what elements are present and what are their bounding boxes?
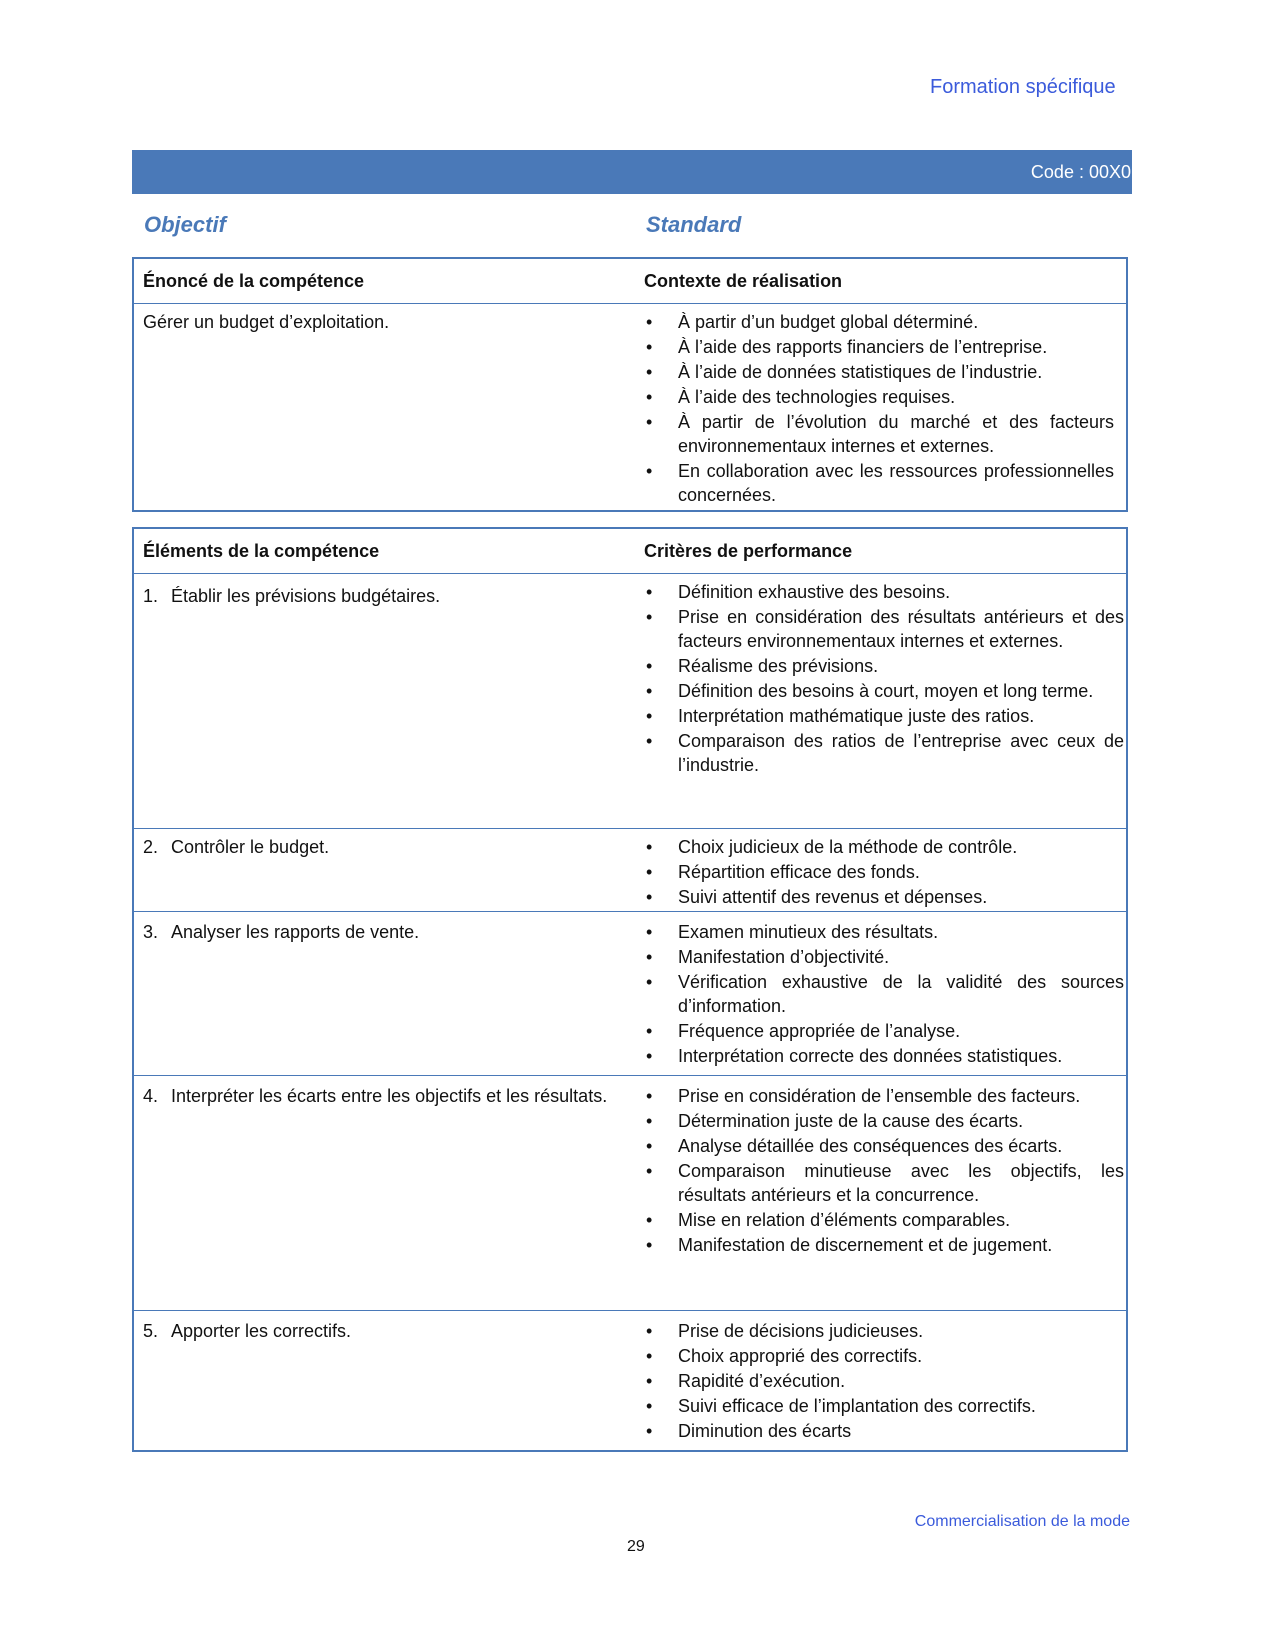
list-item: • Fréquence appropriée de l’analyse. xyxy=(644,1019,1124,1043)
element-cell xyxy=(143,1319,613,1343)
list-item: • Comparaison minutieuse avec les objectifs, les résultats antérieurs et la concurrence. xyxy=(644,1159,1124,1207)
list-item: • Prise en considération des résultats antérieurs et des facteurs environnementaux internes et externes. xyxy=(644,605,1124,653)
elements-header: Éléments de la compétence xyxy=(143,541,380,561)
list-item: • À l’aide de données statistiques de l’industrie. xyxy=(644,360,1114,384)
element-number: 5. xyxy=(143,1321,159,1341)
list-item: • En collaboration avec les ressources professionnelles concernées. xyxy=(644,459,1114,507)
enonce-text: Gérer un budget d’exploitation. xyxy=(143,312,390,332)
enonce-header: Énoncé de la compétence xyxy=(143,271,365,291)
page-number: 29 xyxy=(627,1538,645,1555)
element-number: 2. xyxy=(143,837,159,857)
list-item: • Prise en considération de l’ensemble des facteurs. xyxy=(644,1084,1124,1108)
section-label: Formation spécifique xyxy=(930,76,1116,98)
element-text: Interpréter les écarts entre les objectifs et les résultats. xyxy=(171,1086,608,1106)
list-item: • Interprétation correcte des données statistiques. xyxy=(644,1044,1124,1068)
element-text: Analyser les rapports de vente. xyxy=(171,922,420,942)
list-item: • Analyse détaillée des conséquences des écarts. xyxy=(644,1134,1124,1158)
table-row xyxy=(134,1075,1126,1310)
table-row xyxy=(134,828,1126,911)
list-item: • Détermination juste de la cause des écarts. xyxy=(644,1109,1124,1133)
criteres-list xyxy=(644,920,1124,1068)
criteres-list xyxy=(644,1084,1124,1257)
list-item: • Examen minutieux des résultats. xyxy=(644,920,1124,944)
list-item: • Diminution des écarts xyxy=(644,1419,1124,1443)
standard-heading: Standard xyxy=(646,212,742,237)
footer-program: Commercialisation de la mode xyxy=(914,1513,1130,1530)
objectif-heading: Objectif xyxy=(144,212,226,237)
element-cell xyxy=(143,920,613,944)
criteres-list xyxy=(644,580,1124,777)
element-number: 4. xyxy=(143,1086,159,1106)
list-item: • Interprétation mathématique juste des ratios. xyxy=(644,704,1124,728)
list-item: • Prise de décisions judicieuses. xyxy=(644,1319,1124,1343)
list-item: • Définition des besoins à court, moyen et long terme. xyxy=(644,679,1124,703)
element-cell xyxy=(143,584,613,608)
list-item: • À l’aide des rapports financiers de l’entreprise. xyxy=(644,335,1114,359)
element-text: Contrôler le budget. xyxy=(171,837,330,857)
list-item: • Vérification exhaustive de la validité des sources d’information. xyxy=(644,970,1124,1018)
program-code: Code : 00X0 xyxy=(1030,162,1131,182)
competence-table-header xyxy=(134,259,1126,303)
list-item: • Choix approprié des correctifs. xyxy=(644,1344,1124,1368)
element-number: 1. xyxy=(143,586,159,606)
contexte-header: Contexte de réalisation xyxy=(644,271,843,291)
list-item: • Manifestation d’objectivité. xyxy=(644,945,1124,969)
list-item: • Suivi efficace de l’implantation des correctifs. xyxy=(644,1394,1124,1418)
list-item: • Réalisme des prévisions. xyxy=(644,654,1124,678)
list-item: • Comparaison des ratios de l’entreprise avec ceux de l’industrie. xyxy=(644,729,1124,777)
contexte-list xyxy=(644,310,1114,507)
list-item: • À partir de l’évolution du marché et des facteurs environnementaux internes et externes. xyxy=(644,410,1114,458)
element-text: Apporter les correctifs. xyxy=(171,1321,352,1341)
header-bar xyxy=(132,150,1132,194)
element-text: Établir les prévisions budgétaires. xyxy=(171,586,441,606)
list-item: • Suivi attentif des revenus et dépenses. xyxy=(644,885,1124,909)
element-cell xyxy=(143,835,613,859)
criteres-header: Critères de performance xyxy=(644,541,853,561)
list-item: • À partir d’un budget global déterminé. xyxy=(644,310,1114,334)
criteres-list xyxy=(644,835,1124,909)
element-number: 3. xyxy=(143,922,159,942)
list-item: • Manifestation de discernement et de jugement. xyxy=(644,1233,1124,1257)
element-cell xyxy=(143,1084,613,1108)
table-row xyxy=(134,573,1126,828)
competence-table xyxy=(132,257,1128,512)
list-item: • Répartition efficace des fonds. xyxy=(644,860,1124,884)
elements-table-header xyxy=(134,529,1126,573)
table-row xyxy=(134,911,1126,1075)
criteres-list xyxy=(644,1319,1124,1443)
table-row xyxy=(134,1310,1126,1451)
list-item: • Définition exhaustive des besoins. xyxy=(644,580,1124,604)
list-item: • Mise en relation d’éléments comparables. xyxy=(644,1208,1124,1232)
competence-row xyxy=(134,303,1126,509)
elements-table xyxy=(132,527,1128,1452)
list-item: • Choix judicieux de la méthode de contrôle. xyxy=(644,835,1124,859)
list-item: • À l’aide des technologies requises. xyxy=(644,385,1114,409)
list-item: • Rapidité d’exécution. xyxy=(644,1369,1124,1393)
